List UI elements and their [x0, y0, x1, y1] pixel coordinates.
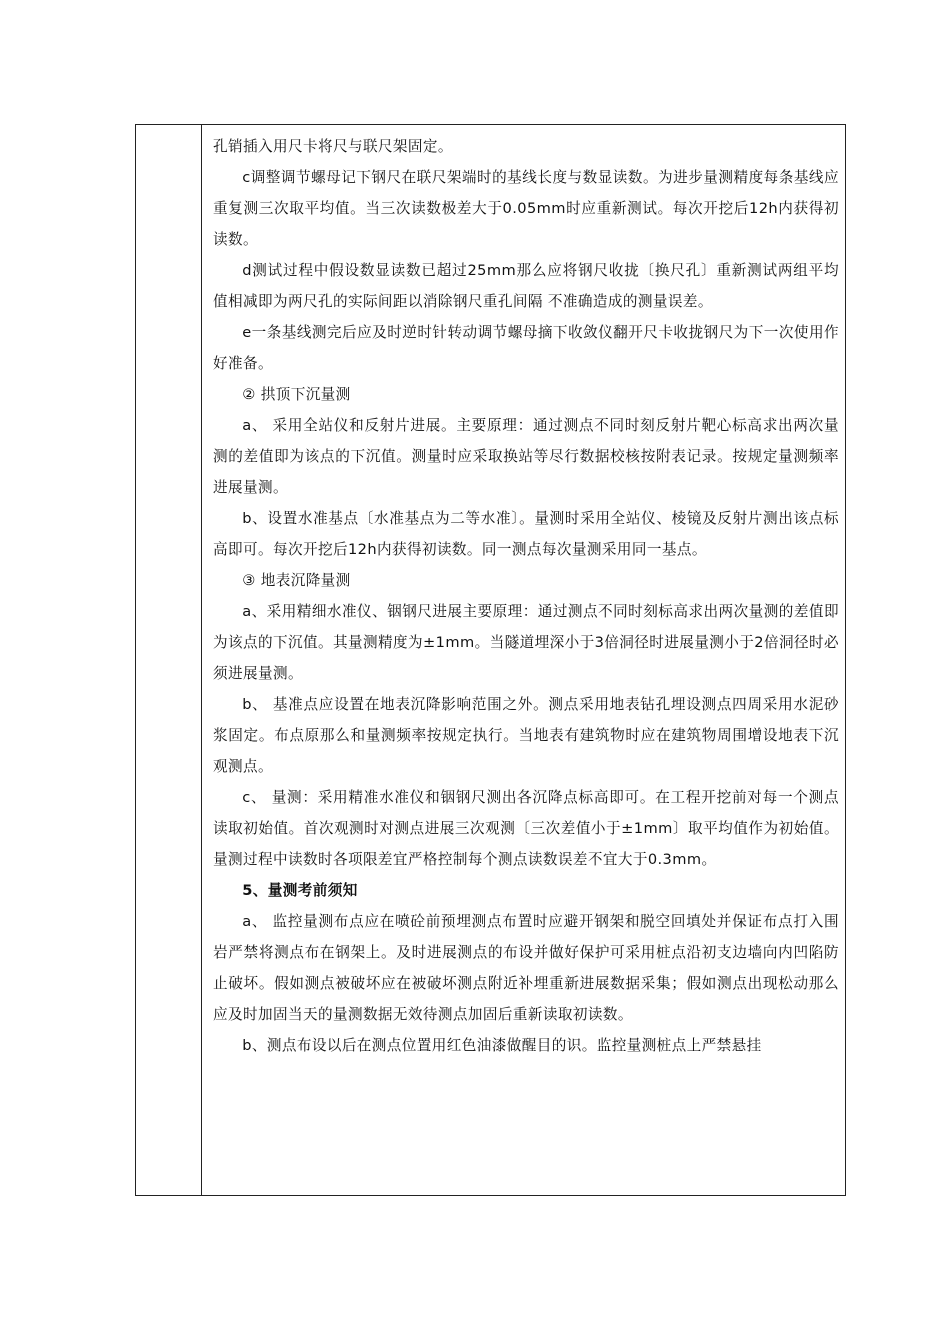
paragraph-continuation: 孔销插入用尺卡将尺与联尺架固定。 — [213, 138, 453, 155]
paragraph-notes-b: b、测点布设以后在测点位置用红色油漆做醒目的识。监控量测桩点上严禁悬挂 — [242, 1037, 762, 1054]
subheading-crown-settlement: ② 拱顶下沉量测 — [242, 386, 351, 403]
paragraph-surface-b: b、 基准点应设置在地表沉降影响范围之外。测点采用地表钻孔埋设测点四周采用水泥砂浆固定。布点原那么和量测频率按规定执行。当地表有建筑物时应在建筑物周围增设地表下沉观测点。 — [213, 696, 839, 775]
section-heading-notes: 5、量测考前须知 — [242, 882, 358, 899]
paragraph-surface-c: c、 量测：采用精准水准仪和铟钢尺测出各沉降点标高即可。在工程开挖前对每一个测点读取初始值。首次观测时对测点进展三次观测〔三次差值小于±1mm〕取平均值作为初始值。量测过程中读数时各项限差宜严格控制每个测点读数误差不宜大于0.3mm。 — [213, 789, 839, 868]
subheading-surface-settlement: ③ 地表沉降量测 — [242, 572, 351, 589]
paragraph-crown-a: a、 采用全站仪和反射片进展。主要原理：通过测点不同时刻反射片靶心标高求出两次量测的差值即为该点的下沉值。测量时应采取换站等尽行数据校核按附表记录。按规定量测频率进展量测。 — [213, 417, 839, 496]
paragraph-d: d测试过程中假设数显读数已超过25mm那么应将钢尺收拢〔换尺孔〕重新测试两组平均值相减即为两尺孔的实际间距以消除钢尺重孔间隔 不准确造成的测量误差。 — [213, 262, 839, 310]
paragraph-c: c调整调节螺母记下钢尺在联尺架端时的基线长度与数显读数。为进步量测精度每条基线应重复测三次取平均值。当三次读数极差大于0.05mm时应重新测试。每次开挖后12h内获得初读数。 — [213, 169, 839, 248]
document-table — [135, 124, 846, 1196]
paragraph-surface-a: a、采用精细水准仪、铟钢尺进展主要原理：通过测点不同时刻标高求出两次量测的差值即为该点的下沉值。其量测精度为±1mm。当隧道埋深小于3倍洞径时进展量测小于2倍洞径时必须进展量测。 — [213, 603, 839, 682]
paragraph-crown-b: b、设置水准基点〔水准基点为二等水准〕。量测时采用全站仪、棱镜及反射片测出该点标高即可。每次开挖后12h内获得初读数。同一测点每次量测采用同一基点。 — [213, 510, 839, 558]
paragraph-e: e一条基线测完后应及时逆时针转动调节螺母摘下收敛仪翻开尺卡收拢钢尺为下一次使用作好准备。 — [213, 324, 839, 372]
table-content-cell — [213, 131, 839, 1061]
table-left-column — [136, 125, 202, 1195]
paragraph-notes-a: a、 监控量测布点应在喷砼前预埋测点布置时应避开钢架和脱空回填处并保证布点打入围岩严禁将测点布在钢架上。及时进展测点的布设并做好保护可采用桩点沿初支边墙向内凹陷防止破坏。假如测点被破坏应在被破坏测点附近补埋重新进展数据采集；假如测点出现松动那么应及时加固当天的量测数据无效待测点加固后重新读取初读数。 — [213, 913, 839, 1023]
